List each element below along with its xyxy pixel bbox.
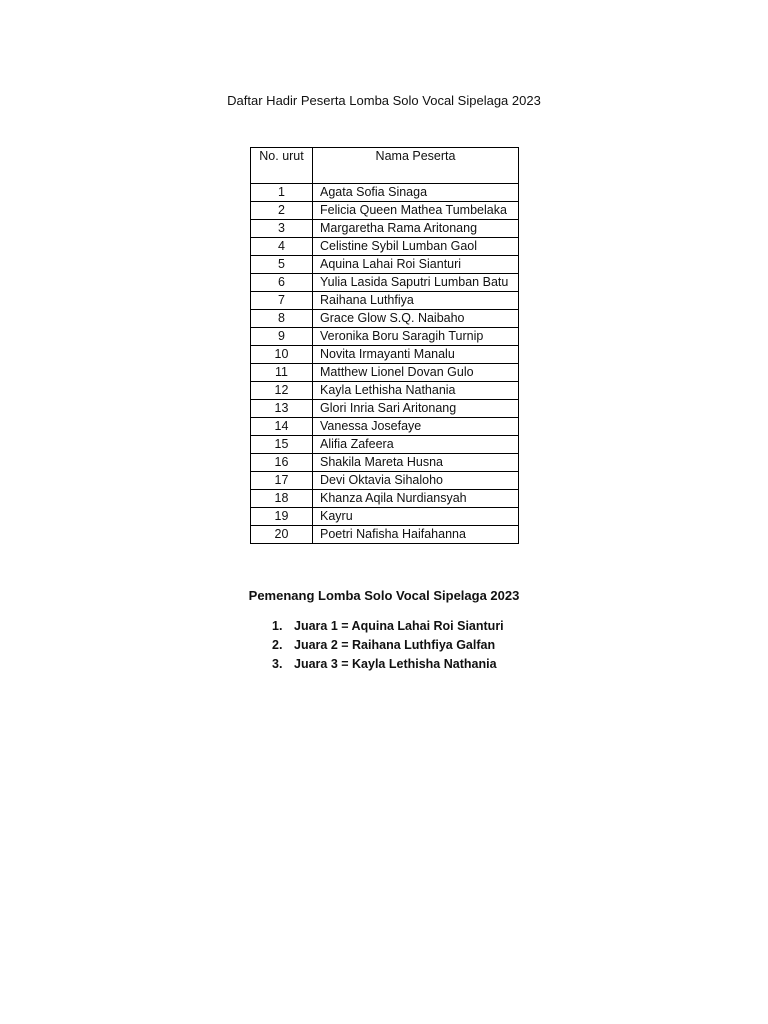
participant-number: 18 [251,490,313,508]
table-row [251,202,519,220]
participant-name: Kayla Lethisha Nathania [313,382,519,400]
participant-number: 7 [251,292,313,310]
participant-name: Grace Glow S.Q. Naibaho [313,310,519,328]
table-row [251,310,519,328]
participant-number: 6 [251,274,313,292]
participant-number: 5 [251,256,313,274]
winners-title: Pemenang Lomba Solo Vocal Sipelaga 2023 [248,588,520,603]
participant-name: Poetri Nafisha Haifahanna [313,526,519,544]
participant-number: 12 [251,382,313,400]
participant-number: 15 [251,436,313,454]
table-row [251,436,519,454]
participant-name: Agata Sofia Sinaga [313,184,519,202]
participant-name: Alifia Zafeera [313,436,519,454]
winner-number: 2. [272,638,283,652]
participant-name: Margaretha Rama Aritonang [313,220,519,238]
participant-name: Devi Oktavia Sihaloho [313,472,519,490]
document-title: Daftar Hadir Peserta Lomba Solo Vocal Sipelaga 2023 [227,93,541,108]
participant-name: Glori Inria Sari Aritonang [313,400,519,418]
table-row [251,256,519,274]
table-row [251,238,519,256]
table-row [251,364,519,382]
table-body [251,184,519,544]
table-row [251,346,519,364]
table-row [251,472,519,490]
table-header-row [251,148,519,184]
participant-number: 17 [251,472,313,490]
table-row [251,508,519,526]
table-row [251,490,519,508]
winner-text: Juara 2 = Raihana Luthfiya Galfan [294,638,496,652]
table-row [251,400,519,418]
participant-name: Felicia Queen Mathea Tumbelaka [313,202,519,220]
participant-number: 19 [251,508,313,526]
participant-name: Aquina Lahai Roi Sianturi [313,256,519,274]
winner-text: Juara 1 = Aquina Lahai Roi Sianturi [294,619,504,633]
participant-name: Novita Irmayanti Manalu [313,346,519,364]
participant-number: 16 [251,454,313,472]
table-row [251,454,519,472]
header-number: No. urut [251,148,313,184]
table-row [251,274,519,292]
participant-number: 11 [251,364,313,382]
participant-number: 9 [251,328,313,346]
table-row [251,418,519,436]
participant-name: Celistine Sybil Lumban Gaol [313,238,519,256]
participant-number: 1 [251,184,313,202]
participant-number: 10 [251,346,313,364]
participant-name: Matthew Lionel Dovan Gulo [313,364,519,382]
table-row [251,292,519,310]
winner-number: 3. [272,657,283,671]
table-row [251,220,519,238]
table-row [251,526,519,544]
winner-item [272,655,504,674]
participant-name: Vanessa Josefaye [313,418,519,436]
winners-list [272,617,504,674]
participant-name: Raihana Luthfiya [313,292,519,310]
winner-item [272,617,504,636]
participant-number: 8 [251,310,313,328]
winner-text: Juara 3 = Kayla Lethisha Nathania [294,657,497,671]
participant-name: Veronika Boru Saragih Turnip [313,328,519,346]
participant-name: Yulia Lasida Saputri Lumban Batu [313,274,519,292]
participant-number: 20 [251,526,313,544]
winner-number: 1. [272,619,283,633]
participant-name: Khanza Aqila Nurdiansyah [313,490,519,508]
table-row [251,184,519,202]
participant-number: 4 [251,238,313,256]
participant-number: 14 [251,418,313,436]
participant-name: Kayru [313,508,519,526]
participant-number: 3 [251,220,313,238]
participant-number: 13 [251,400,313,418]
table-row [251,328,519,346]
table-row [251,382,519,400]
header-name: Nama Peserta [313,148,519,184]
participant-name: Shakila Mareta Husna [313,454,519,472]
participant-number: 2 [251,202,313,220]
winner-item [272,636,504,655]
attendance-table [250,147,519,544]
